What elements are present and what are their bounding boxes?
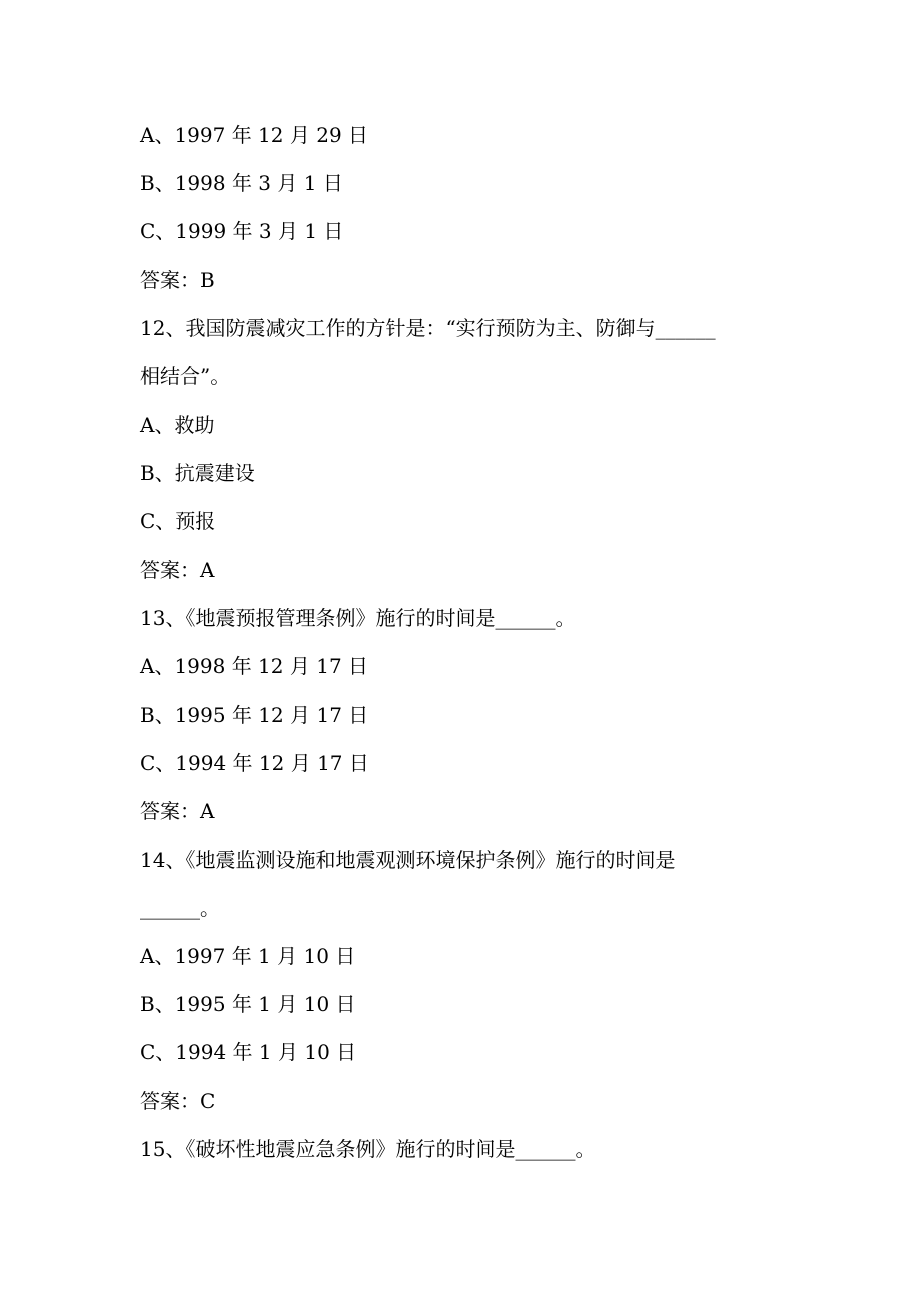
- option-b-line: B、1995 年 1 月 10 日: [140, 992, 356, 1016]
- option-a-line: A、1997 年 12 月 29 日: [140, 123, 369, 147]
- option-b-line: B、1995 年 12 月 17 日: [140, 703, 369, 727]
- question-14-continuation: ______。: [140, 896, 220, 920]
- option-c-line: C、1994 年 12 月 17 日: [140, 751, 369, 775]
- option-c-line: C、1994 年 1 月 10 日: [140, 1040, 357, 1064]
- question-15-line: 15、《破坏性地震应急条例》施行的时间是______。: [140, 1137, 596, 1161]
- answer-line: 答案：C: [140, 1089, 216, 1113]
- option-b-line: B、1998 年 3 月 1 日: [140, 171, 343, 195]
- option-a-line: A、救助: [140, 413, 215, 437]
- answer-line: 答案：B: [140, 268, 215, 292]
- question-12-line: 12、我国防震减灾工作的方针是：“实行预防为主、防御与______: [140, 316, 716, 340]
- answer-line: 答案：A: [140, 799, 215, 823]
- option-b-line: B、抗震建设: [140, 461, 255, 485]
- option-a-line: A、1997 年 1 月 10 日: [140, 944, 356, 968]
- question-13-line: 13、《地震预报管理条例》施行的时间是______。: [140, 606, 576, 630]
- question-12-continuation: 相结合”。: [140, 364, 231, 388]
- question-14-line: 14、《地震监测设施和地震观测环境保护条例》施行的时间是: [140, 848, 676, 872]
- option-c-line: C、预报: [140, 509, 216, 533]
- option-c-line: C、1999 年 3 月 1 日: [140, 219, 344, 243]
- answer-line: 答案：A: [140, 558, 215, 582]
- option-a-line: A、1998 年 12 月 17 日: [140, 654, 369, 678]
